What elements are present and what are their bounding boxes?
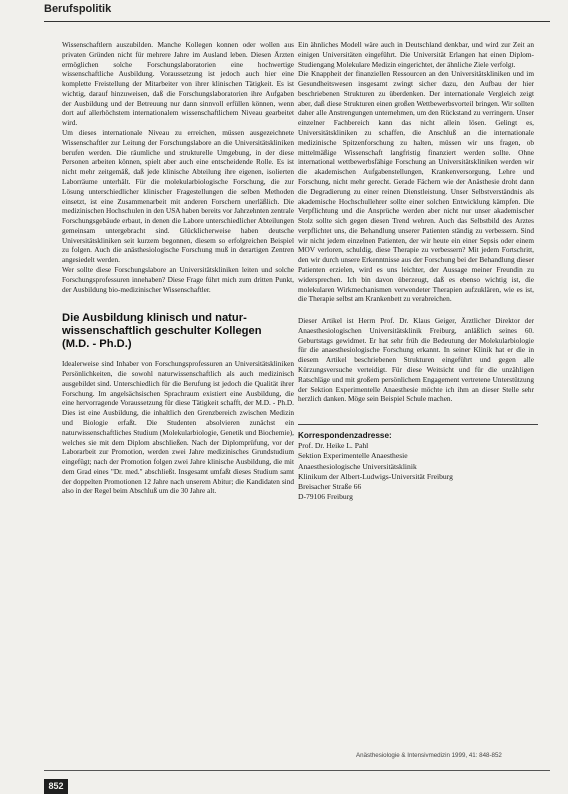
right-column — [298, 40, 534, 502]
dedication-note: Dieser Artikel ist Herrn Prof. Dr. Klaus Geiger, Ärztlicher Direktor der Anaesthesiologischen Universitätsklinik Freiburg, anläßlich seines 60. Geburtstags gewidmet. Er hat sehr früh die Bedeutung der Molekularbiologie für die anaesthesiologische Forschung erkannt. In seiner Klinik hat er die in diesem Artikel beschriebenen Strukturen eingeführt und gegen alle Kürzungsversuche verteidigt. Für diese Weitsicht und für die unzähligen Ratschläge und mit großem persönlichem Engagement vertretene Unterstützung der Sektion Experimentelle Anaesthesie möchte ich ihm an dieser Stelle sehr herzlich danken. Möge sein Beispiel Schule machen. — [298, 316, 534, 404]
footer-rule — [44, 770, 550, 771]
paragraph: Die Knappheit der finanziellen Ressourcen an den Universitätskliniken und im Gesundheitswesen insgesamt zwingt sicher dazu, den Aufbau der hier beschriebenen Strukturen zu überdenken. Der internationale Vergleich zeigt aber, daß diese Strukturen einen großen Wettbewerbsvorteil bringen. Wir sollten daher alle Anstrengungen unternehmen, um den Rückstand zu verringern. Unser einzelner Fachbereich kann das nicht allein lösen. Gelingt es, Universitätskliniken zu schaffen, die Anschluß an die internationale medizinische Spitzenforschung zu halten, müssen wir uns fragen, ob mittelmäßige Wissenschaft langfristig finanziert werden sollte. Ohne international wettbewerbsfähige Forschung an Universitätskliniken werden wir die akademischen Aufgabenstellungen, Krankenversorgung, Lehre und Forschung, nicht mehr gerecht. Gerade Fächern wie der Anästhesie droht dann die Degradierung zu einer reinen Dienstleistung. Unser Selbstverständnis als akademische Hochschullehrer sollte einer solchen Entwicklung kämpfen. Die Verpflichtung und die Ansprüche werden aber nicht nur unser akademischer Stolz sollte sich gegen diesen Trend wehren. Auch das Selbstbild des Arztes verpflichtet uns, die Behandlung unserer Patienten ständig zu verbessern. Sind wir nicht jedem einzelnen Patienten, der wir heute ein einer Sepsis oder einem MOV verloren, schuldig, diese Therapie zu verbessern? Mit jedem Fortschritt, den wir durch unsere Erkenntnisse aus der Forschung bei der Behandlung dieser Patienten erzielen, wird es uns leichter, der Aussage meiner Freundin zu widersprechen. Ich bin davon überzeugt, daß es ebenso wichtig ist, die molekularen Wirkmechanismen verwendeter Therapien aufzuklären, wie es ist, die Therapie selbst am Krankenbett zu verabreichen. — [298, 69, 534, 304]
page-number: 852 — [44, 779, 68, 794]
paragraph: Um dieses internationale Niveau zu erreichen, müssen ausgezeichnete Wissenschaftler zur Leitung der Forschungslabore an die Universitätskliniken berufen werden. Die räumliche und strukturelle Umgebung, in der diese Personen arbeiten können, spielt aber auch eine entscheidende Rolle. Es ist nicht mehr zeitgemäß, daß jede klinische Abteilung ihre eigenen, isolierten Laborräume unterhält. Für die molekularbiologische Forschung, die zur Lösung unterschiedlicher klinischer Fragestellungen die selben Methoden einsetzt, ist eine Zusammenarbeit mit anderen Forschern unerläßlich. Die medizinischen Hochschulen in den USA haben bereits vor Jahrzehnten zentrale Forschungsgebäude erbaut, in denen die Labore unterschiedlicher Abteilungen gemeinsam untergebracht sind. Glücklicherweise haben deutsche Universitätskliniken seit kurzem begonnen, diesem so erfolgreichen Beispiel zu folgen. Auch die anästhesiologische Forschung muß in derartigen Zentren angesiedelt werden. — [62, 128, 294, 265]
heading-line: (M.D. - Ph.D.) — [62, 338, 132, 351]
heading-line: wissenschaftlich geschulter Kollegen — [62, 325, 262, 338]
running-head: Berufspolitik — [44, 3, 112, 15]
address-line: Prof. Dr. Heike L. Pahl — [298, 441, 369, 451]
paragraph: Ein ähnliches Modell wäre auch in Deutschland denkbar, und wird zur Zeit an einigen Universitäten eingeführt. Die Universität Erlangen hat einen Diplom-Studiengang Molekulare Medizin eingerichtet, der ähnliche Ziele verfolgt. — [298, 40, 534, 69]
left-column — [62, 40, 294, 496]
heading-line: Die Ausbildung klinisch und natur- — [62, 312, 247, 325]
paragraph: Wissenschaftlern auszubilden. Manche Kollegen konnen oder wollen aus privaten Gründen nicht für mehrere Jahre im Ausland leben. Diesen Ärzten ermöglichen solche Forschungslaboratorien eine hochwertige wissenschaftliche Ausbildung. Voraussetzung ist jedoch auch hier eine komplette Freistellung der Mitarbeiter von ihrer klinischen Tätigkeit. Es ist wichtig, darauf hinzuweisen, daß die Forschungslaboratorien ihre Aufgaben der Ausbildung und der Betreuung nur dann sinnvoll erfüllen können, wenn dort auf allerhöchstem internationalem wissenschaftlichem Niveau gearbeitet wird. — [62, 40, 294, 128]
correspondence-title: Korrespondenzadresse: — [298, 431, 392, 441]
correspondence-address — [298, 441, 534, 502]
address-line: Breisacher Straße 66 — [298, 481, 362, 491]
paragraph: Wer sollte diese Forschungslabore an Universitätskliniken leiten und solche Forschungsprofessuren innehaben? Diese Frage führt mich zum dritten Punkt, der Ausbildung bio-medizinischer Wissenschaftler. — [62, 264, 294, 294]
journal-citation: Anästhesiologie & Intensivmedizin 1999, 41: 848-852 — [356, 752, 502, 759]
address-line: D-79106 Freiburg — [298, 492, 353, 502]
correspondence-rule — [298, 424, 538, 425]
section-heading — [62, 312, 294, 351]
paragraph: Idealerweise sind Inhaber von Forschungsprofessuren an Universitätskliniken Persönlichkeiten, die sowohl naturwissenschaftlich als auch medizinisch ausgebildet sind. Unterschiedlich für die Berufung ist jedoch die Qualität ihrer Forschung. Im angelsächsischen Sprachraum existiert eine Ausbildung, die eine hervorragende Voraussetzung für diese Tätigkeit schafft, der M.D. - Ph.D. Dies ist eine Ausbildung, die inhaltlich den Grenzbereich zwischen Medizin und Biologie erfaßt. Die Studenten absolvieren zunächst ein naturwissenschaftliches Studium (Molekularbiologie, Genetik und Biochemie), welches sie mit dem Diplom abschließen. Nach der Diplomprüfung, vor der Laborarbeit zur Promotion, werden zwei Jahre medizinisches Grundstudium eingefügt; nach der Promotion folgen zwei Jahre klinische Ausbildung, die mit dem Grad eines "Dr. med." abschließt. Insgesamt umfaßt dieses Studium samt der doppelten Promotionen 12 Jahre nach unserem Abitur; die Kandidaten sind also in der Regel beim Abschluß um die 30 Jahre alt. — [62, 359, 294, 496]
header-rule — [44, 21, 550, 22]
address-line: Anaesthesiologische Universitätsklinik — [298, 461, 417, 471]
address-line: Sektion Experimentelle Anaesthesie — [298, 451, 408, 461]
address-line: Klinikum der Albert-Ludwigs-Universität Freiburg — [298, 471, 453, 481]
